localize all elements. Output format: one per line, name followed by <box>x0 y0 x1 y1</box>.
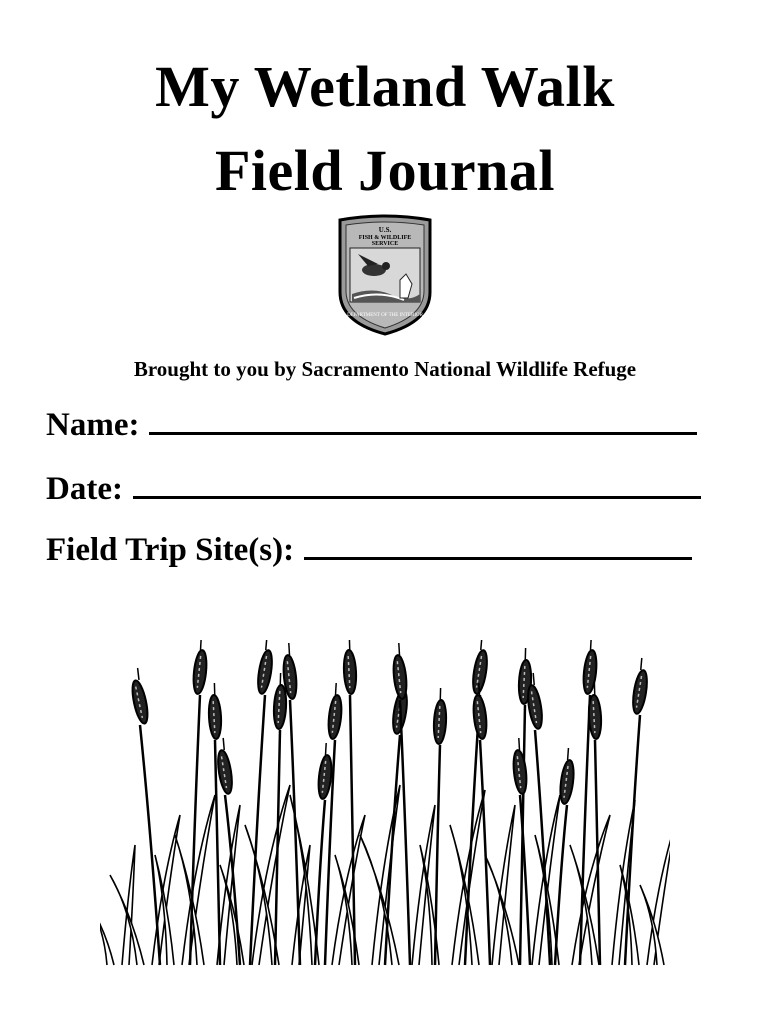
title-line-2: Field Journal <box>214 138 556 203</box>
name-field <box>46 404 697 442</box>
svg-text:FISH & WILDLIFE: FISH & WILDLIFE <box>358 235 412 241</box>
title-line-1: My Wetland Walk <box>155 54 615 119</box>
sponsor-line: Brought to you by Sacramento National Wildlife Refuge <box>133 357 637 381</box>
field-trip-site-field <box>46 529 692 567</box>
date-blank-line[interactable] <box>133 468 701 499</box>
usfws-emblem-icon <box>334 214 436 338</box>
field-trip-site-blank-line[interactable] <box>304 529 692 560</box>
svg-text:DEPARTMENT OF THE INTERIOR: DEPARTMENT OF THE INTERIOR <box>347 313 423 318</box>
name-label: Name: <box>46 407 140 443</box>
svg-text:U.S.: U.S. <box>378 226 392 234</box>
name-blank-line[interactable] <box>149 404 697 435</box>
date-field <box>46 468 701 506</box>
field-trip-site-label: Field Trip Site(s): <box>46 532 295 568</box>
date-label: Date: <box>46 471 123 507</box>
cattail-reeds-illustration <box>100 640 670 970</box>
svg-text:SERVICE: SERVICE <box>371 241 399 247</box>
